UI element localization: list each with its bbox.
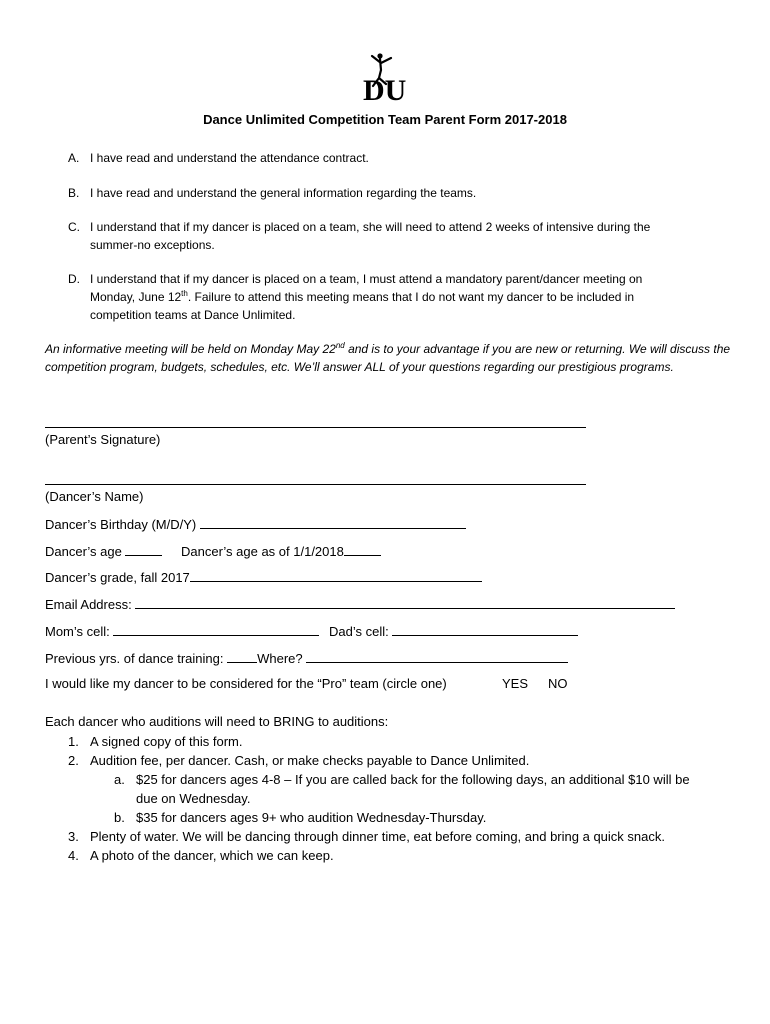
- moms-cell-field: Mom’s cell:: [45, 622, 319, 639]
- dancer-name-line[interactable]: [45, 484, 586, 485]
- bring-item-2a-line2: due on Wednesday.: [136, 791, 251, 806]
- bring-item-3: Plenty of water. We will be dancing through dinner time, eat before coming, and bring a quick snack.: [90, 829, 665, 844]
- bring-item-2: Audition fee, per dancer. Cash, or make checks payable to Dance Unlimited.: [90, 753, 530, 768]
- dancer-birthday-blank[interactable]: [200, 515, 466, 529]
- bring-heading: Each dancer who auditions will need to BRING to auditions:: [45, 714, 389, 729]
- dancer-age-as-of-field: Dancer’s age as of 1/1/2018: [181, 542, 381, 559]
- form-title: Dance Unlimited Competition Team Parent Form 2017-2018: [203, 112, 567, 127]
- dancer-grade-field: Dancer’s grade, fall 2017: [45, 568, 482, 585]
- pro-team-no[interactable]: NO: [548, 676, 568, 691]
- bring-marker-2b: b.: [114, 810, 125, 825]
- bring-item-4: A photo of the dancer, which we can keep.: [90, 848, 334, 863]
- pro-team-yes[interactable]: YES: [502, 676, 529, 691]
- dancer-grade-blank[interactable]: [190, 568, 482, 582]
- bring-marker-2a: a.: [114, 772, 125, 787]
- dancer-name-label: (Dancer’s Name): [45, 489, 144, 504]
- parent-signature-label: (Parent’s Signature): [45, 432, 161, 447]
- dads-cell-field: Dad’s cell:: [329, 622, 578, 639]
- moms-cell-blank[interactable]: [113, 622, 319, 636]
- bring-item-2a-line1: $25 for dancers ages 4-8 – If you are called back for the following days, an additional $10 will be: [136, 772, 690, 787]
- dance-unlimited-logo: [358, 50, 410, 106]
- dads-cell-blank[interactable]: [392, 622, 578, 636]
- logo-text: DU: [363, 74, 407, 106]
- dancer-age-as-of-blank[interactable]: [344, 542, 381, 556]
- previous-training-blank[interactable]: [227, 649, 257, 663]
- dancer-birthday-field: Dancer’s Birthday (M/D/Y): [45, 515, 466, 532]
- email-field: Email Address:: [45, 595, 675, 612]
- previous-training-field: Previous yrs. of dance training: Where?: [45, 649, 568, 666]
- parent-signature-line[interactable]: [45, 427, 586, 428]
- bring-marker-1: 1.: [68, 734, 79, 749]
- email-blank[interactable]: [135, 595, 675, 609]
- bring-marker-2: 2.: [68, 753, 79, 768]
- pro-team-question: I would like my dancer to be considered for the “Pro” team (circle one): [45, 676, 447, 691]
- bring-marker-3: 3.: [68, 829, 79, 844]
- meeting-note: An informative meeting will be held on Monday May 22nd and is to your advantage if you are new or returning. We will discuss the competition program, budgets, schedules, etc. We’ll answer ALL of your questions regarding our prestigious programs.: [45, 341, 731, 374]
- bring-item-2b: $35 for dancers ages 9+ who audition Wednesday-Thursday.: [136, 810, 487, 825]
- dancer-age-field: Dancer’s age: [45, 542, 162, 559]
- dancer-logo-icon: [358, 50, 410, 106]
- dancer-age-blank[interactable]: [125, 542, 162, 556]
- bring-item-1: A signed copy of this form.: [90, 734, 243, 749]
- bring-marker-4: 4.: [68, 848, 79, 863]
- where-blank[interactable]: [306, 649, 568, 663]
